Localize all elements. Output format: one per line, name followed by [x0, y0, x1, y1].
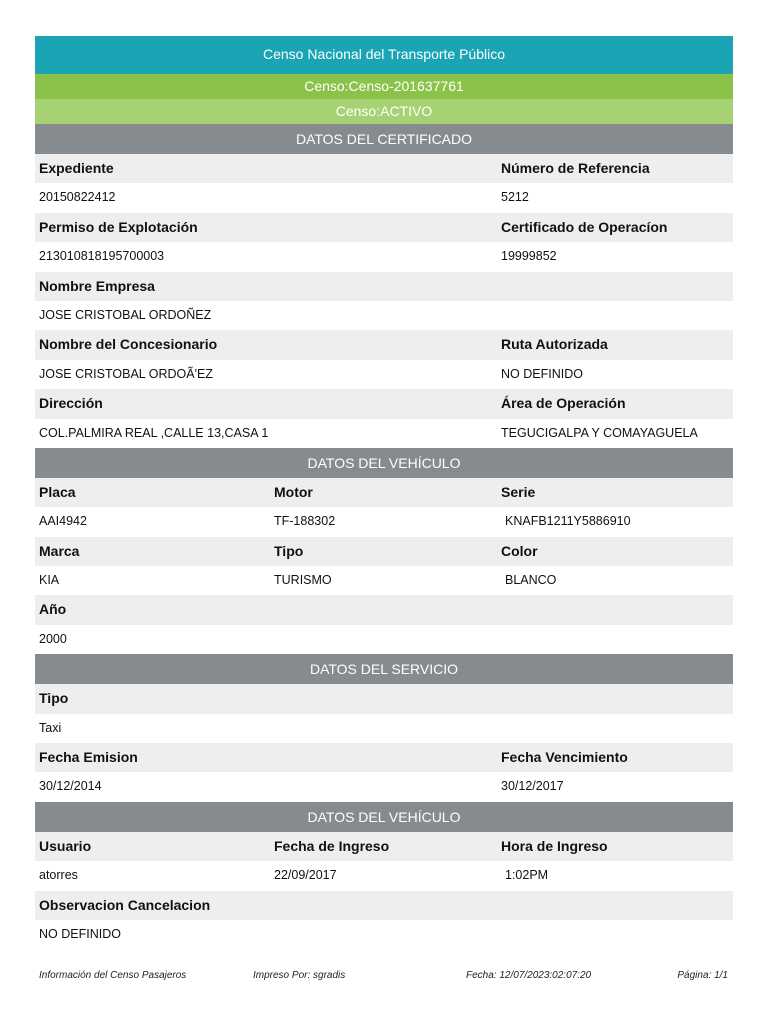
- ruta-label: Ruta Autorizada: [501, 336, 608, 353]
- referencia-label: Número de Referencia: [501, 160, 650, 176]
- marca-value: KIA: [39, 573, 60, 588]
- serie-label: Serie: [501, 483, 536, 500]
- ruta-value: NO DEFINIDO: [501, 366, 583, 381]
- placa-label: Placa: [39, 483, 76, 500]
- expediente-label: Expediente: [39, 160, 114, 176]
- certificado-value: 19999852: [501, 249, 557, 264]
- usuario-label: Usuario: [39, 837, 92, 854]
- label-row: [35, 330, 733, 359]
- color-value: BLANCO: [505, 573, 557, 588]
- census-document: [35, 36, 733, 949]
- concesionario-label: Nombre del Concesionario: [39, 336, 218, 353]
- value-row: [35, 419, 733, 448]
- certificado-label: Certificado de Operacíon: [501, 218, 668, 235]
- value-row: [35, 625, 733, 654]
- label-row: [35, 743, 733, 772]
- empresa-value: JOSE CRISTOBAL ORDOÑEZ: [39, 307, 212, 322]
- document-title: Censo Nacional del Transporte Público: [35, 36, 733, 74]
- marca-label: Marca: [39, 542, 80, 559]
- label-row: [35, 272, 733, 301]
- tipo-vehiculo-label: Tipo: [274, 542, 304, 559]
- label-row: [35, 832, 733, 861]
- section-certificado-header: DATOS DEL CERTIFICADO: [35, 124, 733, 154]
- usuario-value: atorres: [39, 868, 78, 883]
- hora-ingreso-value: 1:02PM: [505, 868, 549, 883]
- label-row: [35, 684, 733, 713]
- label-row: [35, 154, 733, 183]
- direccion-value: COL.PALMIRA REAL ,CALLE 13,CASA 1: [39, 425, 269, 440]
- permiso-value: 213010818195700003: [39, 249, 165, 264]
- footer-info: Información del Censo Pasajeros: [39, 970, 187, 981]
- value-row: [35, 920, 733, 949]
- tipo-servicio-value: Taxi: [39, 720, 62, 735]
- label-row: [35, 891, 733, 920]
- label-row: [35, 478, 733, 507]
- footer-pagina: Página: 1/1: [677, 970, 728, 981]
- value-row: [35, 507, 733, 536]
- section-vehiculo-header: DATOS DEL VEHÍCULO: [35, 448, 733, 478]
- censo-id-banner: Censo:Censo-201637761: [35, 74, 733, 99]
- referencia-value: 5212: [501, 190, 529, 205]
- value-row: [35, 714, 733, 743]
- section-servicio-header: DATOS DEL SERVICIO: [35, 654, 733, 684]
- label-row: [35, 537, 733, 566]
- page-footer: [0, 970, 768, 984]
- fecha-ingreso-value: 22/09/2017: [274, 868, 337, 883]
- label-row: [35, 389, 733, 418]
- observacion-value: NO DEFINIDO: [39, 926, 121, 941]
- color-label: Color: [501, 542, 538, 559]
- area-label: Área de Operación: [501, 395, 626, 412]
- anio-label: Año: [39, 601, 67, 618]
- fecha-emision-label: Fecha Emision: [39, 749, 138, 766]
- expediente-value: 20150822412: [39, 190, 116, 205]
- motor-value: TF-188302: [274, 514, 336, 529]
- censo-status-banner: Censo:ACTIVO: [35, 99, 733, 124]
- tipo-servicio-label: Tipo: [39, 690, 69, 707]
- value-row: [35, 861, 733, 890]
- section-registro-header: DATOS DEL VEHÍCULO: [35, 802, 733, 832]
- observacion-label: Observacion Cancelacion: [39, 896, 211, 913]
- direccion-label: Dirección: [39, 395, 103, 412]
- empresa-label: Nombre Empresa: [39, 277, 155, 294]
- value-row: [35, 242, 733, 271]
- footer-fecha: Fecha: 12/07/2023:02:07:20: [466, 970, 592, 981]
- placa-value: AAI4942: [39, 514, 87, 529]
- hora-ingreso-label: Hora de Ingreso: [501, 837, 608, 854]
- value-row: [35, 566, 733, 595]
- fecha-emision-value: 30/12/2014: [39, 779, 102, 794]
- serie-value: KNAFB1211Y5886910: [505, 514, 631, 529]
- concesionario-value: JOSE CRISTOBAL ORDOÃ'EZ: [39, 366, 213, 381]
- label-row: [35, 595, 733, 624]
- value-row: [35, 772, 733, 801]
- anio-value: 2000: [39, 631, 67, 646]
- fecha-vencimiento-label: Fecha Vencimiento: [501, 749, 628, 766]
- area-value: TEGUCIGALPA Y COMAYAGUELA: [501, 425, 698, 440]
- fecha-vencimiento-value: 30/12/2017: [501, 779, 564, 794]
- label-row: [35, 213, 733, 242]
- value-row: [35, 301, 733, 330]
- tipo-vehiculo-value: TURISMO: [274, 573, 332, 588]
- motor-label: Motor: [274, 483, 313, 500]
- footer-impreso: Impreso Por: sgradis: [253, 970, 346, 981]
- permiso-label: Permiso de Explotación: [39, 218, 198, 235]
- value-row: [35, 360, 733, 389]
- fecha-ingreso-label: Fecha de Ingreso: [274, 837, 390, 854]
- value-row: [35, 183, 733, 212]
